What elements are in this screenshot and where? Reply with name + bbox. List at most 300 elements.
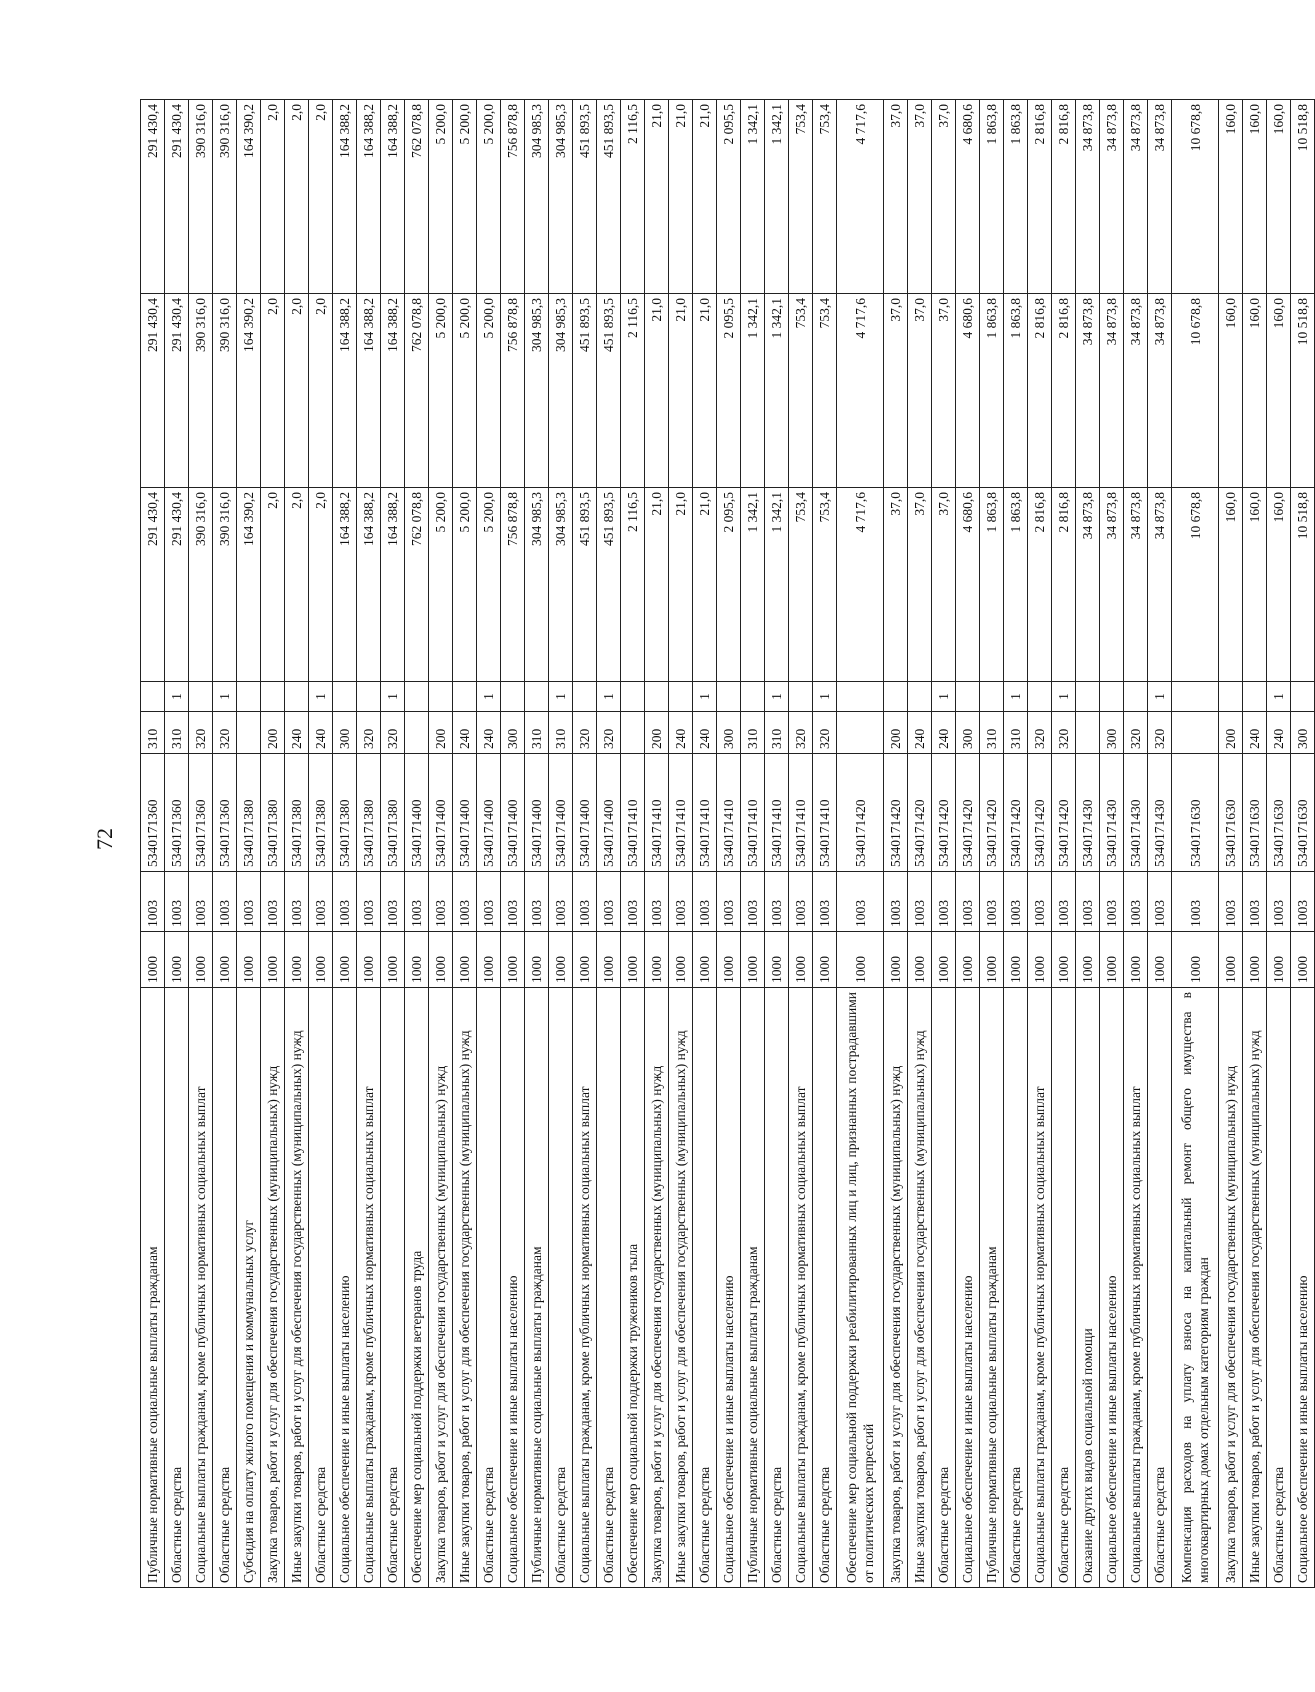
amount-cell-3: 34 873,8 [1148,100,1172,294]
section-code-cell: 1000 [381,932,405,988]
table-row [189,100,213,1588]
amount-cell-2: 304 985,3 [525,294,549,488]
amount-cell-3: 1 863,8 [980,100,1004,294]
expense-type-cell [1172,712,1219,754]
target-article-cell: 5340171410 [741,754,765,872]
expense-type-cell: 320 [213,712,237,754]
table-row [477,100,501,1588]
funding-source-cell [1172,682,1219,712]
subsection-code-cell: 1003 [1124,872,1148,932]
target-article-cell: 5340171400 [549,754,573,872]
amount-cell-2: 37,0 [884,294,908,488]
expense-type-cell: 300 [333,712,357,754]
table-row [669,100,693,1588]
row-name-cell: Областные средства [1267,988,1291,1588]
funding-source-cell: 1 [597,682,621,712]
amount-cell-2: 164 388,2 [381,294,405,488]
amount-cell-1: 21,0 [693,488,717,682]
subsection-code-cell: 1003 [213,872,237,932]
funding-source-cell: 1 [165,682,189,712]
funding-source-cell [837,682,884,712]
amount-cell-2: 37,0 [932,294,956,488]
table-row [1219,100,1243,1588]
section-code-cell: 1000 [1076,932,1100,988]
table-row [309,100,333,1588]
table-row [573,100,597,1588]
funding-source-cell: 1 [381,682,405,712]
section-code-cell: 1000 [189,932,213,988]
expense-type-cell: 200 [261,712,285,754]
funding-source-cell [573,682,597,712]
amount-cell-3: 10 518,8 [1291,100,1315,294]
row-name-cell: Закупка товаров, работ и услуг для обеспечения государственных (муниципальных) нужд [1219,988,1243,1588]
funding-source-cell [141,682,165,712]
expense-type-cell: 200 [429,712,453,754]
section-code-cell: 1000 [1028,932,1052,988]
subsection-code-cell: 1003 [956,872,980,932]
target-article-cell: 5340171400 [573,754,597,872]
row-name-cell: Областные средства [932,988,956,1588]
amount-cell-2: 753,4 [813,294,837,488]
target-article-cell: 5340171430 [1124,754,1148,872]
amount-cell-2: 21,0 [645,294,669,488]
amount-cell-2: 2 095,5 [717,294,741,488]
amount-cell-2: 2 816,8 [1028,294,1052,488]
row-name-cell: Областные средства [813,988,837,1588]
row-name-cell: Публичные нормативные социальные выплаты гражданам [741,988,765,1588]
table-row [645,100,669,1588]
expense-type-cell: 240 [453,712,477,754]
expense-type-cell: 320 [597,712,621,754]
funding-source-cell [237,682,261,712]
amount-cell-2: 5 200,0 [453,294,477,488]
section-code-cell: 1000 [741,932,765,988]
row-name-cell: Обеспечение мер социальной поддержки ветеранов труда [405,988,429,1588]
funding-source-cell [1028,682,1052,712]
row-name-cell: Социальное обеспечение и иные выплаты населению [956,988,980,1588]
amount-cell-2: 34 873,8 [1148,294,1172,488]
subsection-code-cell: 1003 [884,872,908,932]
funding-source-cell: 1 [549,682,573,712]
amount-cell-1: 304 985,3 [525,488,549,682]
subsection-code-cell: 1003 [357,872,381,932]
section-code-cell: 1000 [1052,932,1076,988]
expense-type-cell: 240 [1267,712,1291,754]
table-row [213,100,237,1588]
section-code-cell: 1000 [261,932,285,988]
amount-cell-3: 37,0 [884,100,908,294]
subsection-code-cell: 1003 [141,872,165,932]
amount-cell-1: 1 342,1 [741,488,765,682]
amount-cell-1: 4 680,6 [956,488,980,682]
funding-source-cell [789,682,813,712]
row-name-cell: Социальное обеспечение и иные выплаты населению [333,988,357,1588]
amount-cell-1: 37,0 [908,488,932,682]
row-name-cell: Социальные выплаты гражданам, кроме публичных нормативных социальных выплат [189,988,213,1588]
amount-cell-2: 1 342,1 [741,294,765,488]
target-article-cell: 5340171420 [956,754,980,872]
target-article-cell: 5340171420 [980,754,1004,872]
amount-cell-2: 304 985,3 [549,294,573,488]
table-row [261,100,285,1588]
section-code-cell: 1000 [1219,932,1243,988]
section-code-cell: 1000 [1148,932,1172,988]
subsection-code-cell: 1003 [525,872,549,932]
funding-source-cell: 1 [1267,682,1291,712]
row-name-cell: Областные средства [549,988,573,1588]
amount-cell-3: 2,0 [285,100,309,294]
table-row [549,100,573,1588]
amount-cell-3: 164 388,2 [357,100,381,294]
amount-cell-2: 390 316,0 [189,294,213,488]
amount-cell-1: 34 873,8 [1124,488,1148,682]
amount-cell-1: 1 342,1 [765,488,789,682]
target-article-cell: 5340171400 [405,754,429,872]
expense-type-cell: 240 [908,712,932,754]
subsection-code-cell: 1003 [1076,872,1100,932]
funding-source-cell [357,682,381,712]
expense-type-cell: 320 [789,712,813,754]
expense-type-cell: 320 [381,712,405,754]
subsection-code-cell: 1003 [645,872,669,932]
target-article-cell: 5340171410 [789,754,813,872]
amount-cell-1: 451 893,5 [597,488,621,682]
funding-source-cell [717,682,741,712]
row-name-cell: Компенсация расходов на уплату взноса на капитальный ремонт общего имущества в многоквартирных домах отдельным категориям граждан [1172,988,1219,1588]
expense-type-cell: 310 [165,712,189,754]
target-article-cell: 5340171400 [525,754,549,872]
amount-cell-3: 37,0 [908,100,932,294]
amount-cell-3: 10 678,8 [1172,100,1219,294]
amount-cell-1: 164 388,2 [333,488,357,682]
row-name-cell: Областные средства [1004,988,1028,1588]
funding-source-cell [453,682,477,712]
amount-cell-3: 753,4 [813,100,837,294]
section-code-cell: 1000 [285,932,309,988]
row-name-cell: Социальные выплаты гражданам, кроме публичных нормативных социальных выплат [1124,988,1148,1588]
subsection-code-cell: 1003 [381,872,405,932]
amount-cell-1: 160,0 [1267,488,1291,682]
subsection-code-cell: 1003 [165,872,189,932]
row-name-cell: Областные средства [213,988,237,1588]
funding-source-cell [908,682,932,712]
target-article-cell: 5340171400 [453,754,477,872]
amount-cell-1: 2,0 [285,488,309,682]
section-code-cell: 1000 [357,932,381,988]
amount-cell-2: 2 116,5 [621,294,645,488]
target-article-cell: 5340171380 [333,754,357,872]
table-row [741,100,765,1588]
table-row [1100,100,1124,1588]
section-code-cell: 1000 [837,932,884,988]
amount-cell-3: 2,0 [261,100,285,294]
amount-cell-3: 451 893,5 [597,100,621,294]
amount-cell-3: 34 873,8 [1076,100,1100,294]
section-code-cell: 1000 [1124,932,1148,988]
amount-cell-1: 37,0 [884,488,908,682]
amount-cell-1: 753,4 [789,488,813,682]
section-code-cell: 1000 [453,932,477,988]
row-name-cell: Иные закупки товаров, работ и услуг для обеспечения государственных (муниципальных) нужд [908,988,932,1588]
amount-cell-1: 164 388,2 [381,488,405,682]
funding-source-cell [1076,682,1100,712]
amount-cell-2: 753,4 [789,294,813,488]
expense-type-cell: 200 [884,712,908,754]
row-name-cell: Областные средства [1052,988,1076,1588]
table-row [621,100,645,1588]
amount-cell-2: 1 342,1 [765,294,789,488]
amount-cell-3: 2 816,8 [1052,100,1076,294]
target-article-cell: 5340171420 [908,754,932,872]
target-article-cell: 5340171420 [1052,754,1076,872]
funding-source-cell: 1 [765,682,789,712]
table-row [693,100,717,1588]
funding-source-cell [405,682,429,712]
funding-source-cell [669,682,693,712]
expense-type-cell: 320 [813,712,837,754]
target-article-cell: 5340171430 [1076,754,1100,872]
amount-cell-2: 291 430,4 [141,294,165,488]
expense-type-cell: 310 [741,712,765,754]
row-name-cell: Закупка товаров, работ и услуг для обеспечения государственных (муниципальных) нужд [429,988,453,1588]
target-article-cell: 5340171400 [429,754,453,872]
amount-cell-1: 34 873,8 [1076,488,1100,682]
table-row [429,100,453,1588]
table-row [813,100,837,1588]
amount-cell-3: 451 893,5 [573,100,597,294]
section-code-cell: 1000 [1004,932,1028,988]
amount-cell-3: 34 873,8 [1100,100,1124,294]
amount-cell-3: 390 316,0 [189,100,213,294]
amount-cell-2: 1 863,8 [1004,294,1028,488]
section-code-cell: 1000 [717,932,741,988]
subsection-code-cell: 1003 [501,872,525,932]
target-article-cell: 5340171400 [501,754,525,872]
amount-cell-3: 291 430,4 [165,100,189,294]
target-article-cell: 5340171380 [237,754,261,872]
section-code-cell: 1000 [645,932,669,988]
amount-cell-3: 762 078,8 [405,100,429,294]
table-row [884,100,908,1588]
expense-type-cell: 310 [1004,712,1028,754]
section-code-cell: 1000 [237,932,261,988]
amount-cell-1: 1 863,8 [980,488,1004,682]
row-name-cell: Закупка товаров, работ и услуг для обеспечения государственных (муниципальных) нужд [645,988,669,1588]
target-article-cell: 5340171360 [213,754,237,872]
table-row [165,100,189,1588]
expense-type-cell [621,712,645,754]
amount-cell-1: 304 985,3 [549,488,573,682]
expense-type-cell [837,712,884,754]
subsection-code-cell: 1003 [1267,872,1291,932]
table-row [1243,100,1267,1588]
row-name-cell: Закупка товаров, работ и услуг для обеспечения государственных (муниципальных) нужд [884,988,908,1588]
section-code-cell: 1000 [693,932,717,988]
amount-cell-3: 5 200,0 [429,100,453,294]
expense-type-cell: 320 [1052,712,1076,754]
amount-cell-3: 2 816,8 [1028,100,1052,294]
amount-cell-2: 21,0 [669,294,693,488]
row-name-cell: Областные средства [381,988,405,1588]
target-article-cell: 5340171360 [165,754,189,872]
amount-cell-2: 34 873,8 [1100,294,1124,488]
amount-cell-3: 1 863,8 [1004,100,1028,294]
section-code-cell: 1000 [621,932,645,988]
funding-source-cell [525,682,549,712]
row-name-cell: Публичные нормативные социальные выплаты гражданам [980,988,1004,1588]
amount-cell-1: 753,4 [813,488,837,682]
funding-source-cell [333,682,357,712]
target-article-cell: 5340171400 [477,754,501,872]
amount-cell-1: 34 873,8 [1148,488,1172,682]
budget-table [140,99,1315,1588]
target-article-cell: 5340171380 [381,754,405,872]
target-article-cell: 5340171380 [357,754,381,872]
row-name-cell: Публичные нормативные социальные выплаты гражданам [141,988,165,1588]
amount-cell-3: 160,0 [1219,100,1243,294]
amount-cell-1: 10 678,8 [1172,488,1219,682]
section-code-cell: 1000 [501,932,525,988]
funding-source-cell [261,682,285,712]
funding-source-cell: 1 [932,682,956,712]
section-code-cell: 1000 [1267,932,1291,988]
expense-type-cell: 310 [765,712,789,754]
amount-cell-1: 37,0 [932,488,956,682]
section-code-cell: 1000 [213,932,237,988]
table-row [597,100,621,1588]
amount-cell-3: 21,0 [693,100,717,294]
budget-table-body [141,100,1315,1588]
amount-cell-2: 160,0 [1243,294,1267,488]
section-code-cell: 1000 [980,932,1004,988]
table-row [717,100,741,1588]
row-name-cell: Закупка товаров, работ и услуг для обеспечения государственных (муниципальных) нужд [261,988,285,1588]
amount-cell-1: 160,0 [1219,488,1243,682]
subsection-code-cell: 1003 [789,872,813,932]
subsection-code-cell: 1003 [1219,872,1243,932]
amount-cell-2: 21,0 [693,294,717,488]
row-name-cell: Социальное обеспечение и иные выплаты населению [501,988,525,1588]
expense-type-cell: 310 [141,712,165,754]
table-row [1076,100,1100,1588]
amount-cell-3: 304 985,3 [525,100,549,294]
row-name-cell: Обеспечение мер социальной поддержки реабилитированных лиц и лиц, признанных пострадавшими от политических репрессий [837,988,884,1588]
amount-cell-3: 5 200,0 [477,100,501,294]
funding-source-cell [1291,682,1315,712]
funding-source-cell [189,682,213,712]
expense-type-cell: 300 [1291,712,1315,754]
amount-cell-1: 4 717,6 [837,488,884,682]
expense-type-cell [237,712,261,754]
row-name-cell: Социальные выплаты гражданам, кроме публичных нормативных социальных выплат [357,988,381,1588]
funding-source-cell [1243,682,1267,712]
amount-cell-2: 5 200,0 [429,294,453,488]
subsection-code-cell: 1003 [1172,872,1219,932]
table-row [501,100,525,1588]
expense-type-cell: 310 [525,712,549,754]
funding-source-cell: 1 [1004,682,1028,712]
amount-cell-1: 160,0 [1243,488,1267,682]
target-article-cell: 5340171380 [309,754,333,872]
subsection-code-cell: 1003 [573,872,597,932]
table-row [1267,100,1291,1588]
amount-cell-1: 2 116,5 [621,488,645,682]
amount-cell-3: 1 342,1 [765,100,789,294]
amount-cell-3: 2 116,5 [621,100,645,294]
table-row [1028,100,1052,1588]
table-row [980,100,1004,1588]
target-article-cell: 5340171420 [932,754,956,872]
amount-cell-1: 5 200,0 [429,488,453,682]
table-row [1148,100,1172,1588]
amount-cell-2: 164 388,2 [333,294,357,488]
subsection-code-cell: 1003 [189,872,213,932]
amount-cell-3: 21,0 [645,100,669,294]
row-name-cell: Социальное обеспечение и иные выплаты населению [1100,988,1124,1588]
amount-cell-2: 2,0 [261,294,285,488]
amount-cell-3: 2 095,5 [717,100,741,294]
subsection-code-cell: 1003 [765,872,789,932]
target-article-cell: 5340171380 [261,754,285,872]
table-row [837,100,884,1588]
subsection-code-cell: 1003 [597,872,621,932]
amount-cell-2: 1 863,8 [980,294,1004,488]
table-row [1052,100,1076,1588]
section-code-cell: 1000 [333,932,357,988]
row-name-cell: Иные закупки товаров, работ и услуг для обеспечения государственных (муниципальных) нужд [285,988,309,1588]
table-row [237,100,261,1588]
amount-cell-2: 5 200,0 [477,294,501,488]
row-name-cell: Социальные выплаты гражданам, кроме публичных нормативных социальных выплат [573,988,597,1588]
subsection-code-cell: 1003 [980,872,1004,932]
section-code-cell: 1000 [549,932,573,988]
target-article-cell: 5340171420 [1028,754,1052,872]
expense-type-cell: 320 [1148,712,1172,754]
amount-cell-2: 37,0 [908,294,932,488]
amount-cell-3: 164 388,2 [381,100,405,294]
subsection-code-cell: 1003 [669,872,693,932]
subsection-code-cell: 1003 [717,872,741,932]
expense-type-cell: 200 [1219,712,1243,754]
subsection-code-cell: 1003 [813,872,837,932]
table-row [141,100,165,1588]
funding-source-cell [1219,682,1243,712]
amount-cell-1: 2 816,8 [1028,488,1052,682]
amount-cell-1: 2,0 [309,488,333,682]
subsection-code-cell: 1003 [333,872,357,932]
amount-cell-1: 291 430,4 [141,488,165,682]
target-article-cell: 5340171410 [645,754,669,872]
section-code-cell: 1000 [141,932,165,988]
target-article-cell: 5340171410 [693,754,717,872]
page-number: 72 [92,828,117,850]
subsection-code-cell: 1003 [1004,872,1028,932]
row-name-cell: Социальные выплаты гражданам, кроме публичных нормативных социальных выплат [1028,988,1052,1588]
amount-cell-2: 451 893,5 [597,294,621,488]
funding-source-cell [429,682,453,712]
expense-type-cell: 300 [956,712,980,754]
amount-cell-3: 753,4 [789,100,813,294]
amount-cell-3: 756 878,8 [501,100,525,294]
section-code-cell: 1000 [405,932,429,988]
amount-cell-3: 34 873,8 [1124,100,1148,294]
row-name-cell: Областные средства [1148,988,1172,1588]
expense-type-cell: 240 [309,712,333,754]
section-code-cell: 1000 [429,932,453,988]
amount-cell-2: 34 873,8 [1076,294,1100,488]
expense-type-cell: 320 [573,712,597,754]
table-row [381,100,405,1588]
